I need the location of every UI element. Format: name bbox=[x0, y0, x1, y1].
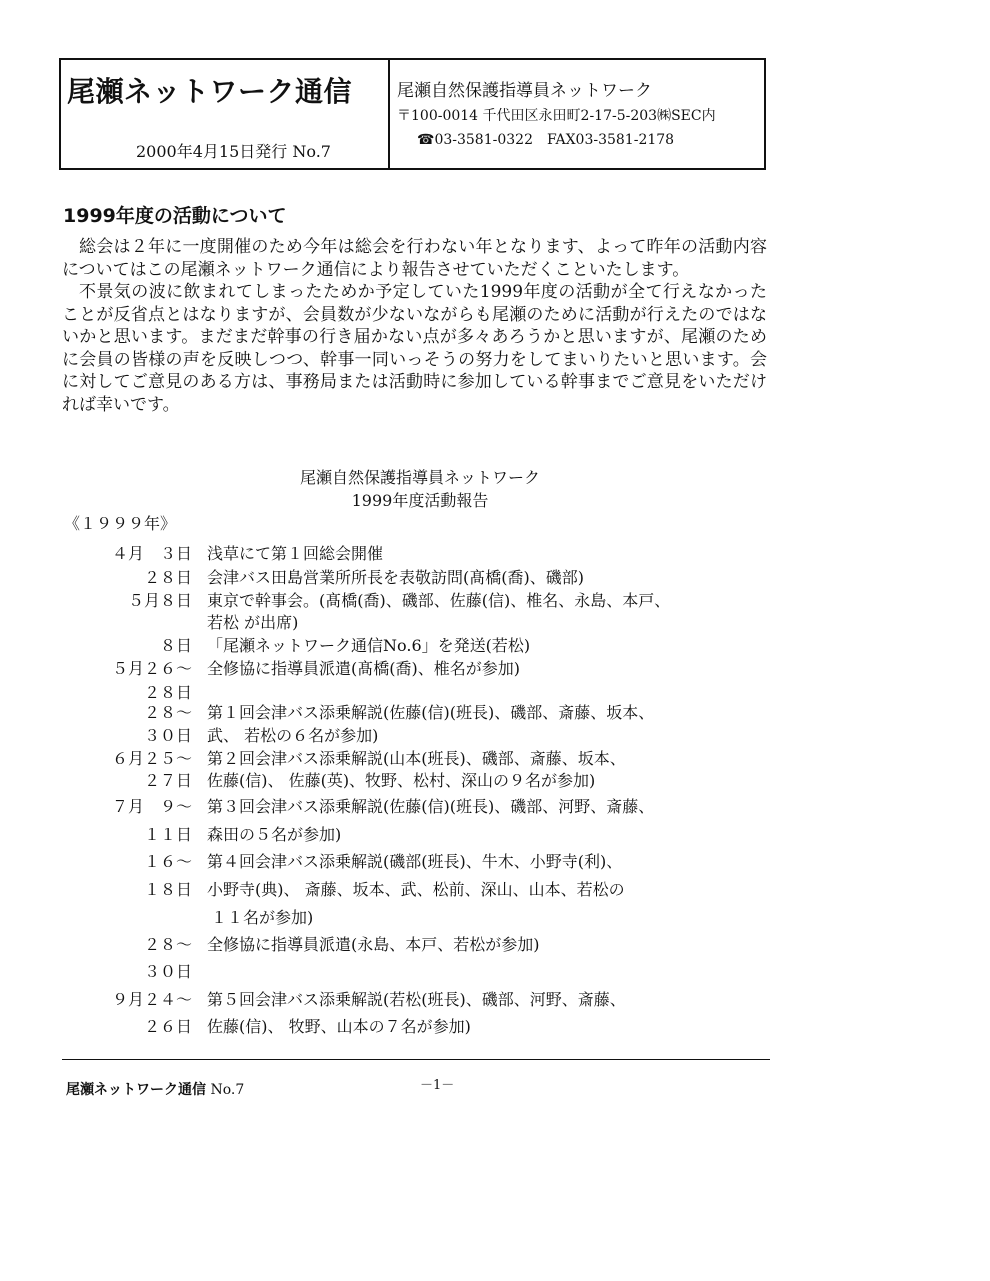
activity-date: ５月２６～ bbox=[111, 659, 192, 678]
activity-description: 第４回会津バス添乗解説(磯部(班長)、牛木、小野寺(利)、 bbox=[207, 852, 623, 871]
activity-description: 第２回会津バス添乗解説(山本(班長)、磯部、斎藤、坂本、 bbox=[207, 749, 626, 768]
section-heading: 1999年度の活動について bbox=[63, 205, 287, 227]
activity-date: ２８～ bbox=[143, 703, 192, 722]
issue-info: 2000年4月15日発行 No.7 bbox=[136, 142, 331, 161]
activity-date: ２６日 bbox=[143, 1017, 192, 1036]
organization-name: 尾瀬自然保護指導員ネットワーク bbox=[397, 81, 652, 101]
activity-date: ４月 ３日 bbox=[111, 544, 192, 563]
footer-issue-number: No.7 bbox=[210, 1082, 245, 1098]
masthead-box bbox=[59, 58, 766, 170]
page-number: －1－ bbox=[420, 1078, 455, 1093]
paragraph-1: 総会は２年に一度開催のため今年は総会を行わない年となります、よって昨年の活動内容についてはこの尾瀬ネットワーク通信により報告させていただくこといたします。 bbox=[62, 237, 767, 280]
activity-description: 第１回会津バス添乗解説(佐藤(信)(班長)、磯部、斎藤、坂本、 bbox=[207, 703, 655, 722]
activity-date: ２７日 bbox=[143, 771, 192, 790]
activity-date: ２８日 bbox=[143, 568, 192, 587]
activity-description: 会津バス田島営業所所長を表敬訪問(髙橋(喬)、磯部) bbox=[207, 568, 584, 587]
activity-description: 佐藤(信)、 牧野、山本の７名が参加) bbox=[207, 1017, 471, 1036]
organization-address: 〒100-0014 千代田区永田町2-17-5-203㈱SEC内 bbox=[397, 108, 716, 124]
activity-date: ８日 bbox=[159, 636, 192, 655]
activity-description: 浅草にて第１回総会開催 bbox=[207, 544, 384, 563]
masthead-divider bbox=[388, 60, 390, 168]
activity-description: 「尾瀬ネットワーク通信No.6」を発送(若松) bbox=[207, 636, 531, 655]
footer-divider bbox=[62, 1059, 770, 1060]
activity-date: ２８日 bbox=[143, 683, 192, 702]
activity-description: 若松 が出席) bbox=[207, 613, 299, 632]
activity-date: ５月８日 bbox=[127, 591, 192, 610]
activity-description: １１名が参加) bbox=[211, 908, 314, 927]
footer-newsletter-name: 尾瀬ネットワーク通信 bbox=[66, 1082, 206, 1098]
activity-date: ６月２５～ bbox=[111, 749, 192, 768]
activity-description: 東京で幹事会。(髙橋(喬)、磯部、佐藤(信)、椎名、永島、本戸、 bbox=[207, 591, 671, 610]
activity-description: 佐藤(信)、 佐藤(英)、牧野、松村、深山の９名が参加) bbox=[207, 771, 596, 790]
activity-description: 第５回会津バス添乗解説(若松(班長)、磯部、河野、斎藤、 bbox=[207, 990, 626, 1009]
activity-description: 森田の５名が参加) bbox=[207, 825, 342, 844]
paragraph-2: 不景気の波に飲まれてしまったためか予定していた1999年度の活動が全て行えなかったことが反省点とはなりますが、会員数が少ないながらも尾瀬のために活動が行えたのではないかと思います。まだまだ幹事の行き届かない点が多々あろうかと思いますが、尾瀬のために会員の皆様の声を反映しつつ、幹事一同いっそうの努力をしてまいりたいと思います。会に対してご意見のある方は、事務局または活動時に参加している幹事までご意見をいただければ幸いです。 bbox=[62, 282, 767, 415]
activity-description: 全修協に指導員派遣(髙橋(喬)、椎名が参加) bbox=[207, 659, 520, 678]
activity-description: 全修協に指導員派遣(永島、本戸、若松が参加) bbox=[207, 935, 540, 954]
activity-description: 武、 若松の６名が参加) bbox=[207, 726, 379, 745]
activity-date: ９月２４～ bbox=[111, 990, 192, 1009]
report-organization: 尾瀬自然保護指導員ネットワーク bbox=[299, 468, 540, 487]
activity-date: ７月 ９～ bbox=[111, 797, 192, 816]
footer-title bbox=[66, 1079, 244, 1099]
report-title: 1999年度活動報告 bbox=[351, 491, 489, 510]
activity-date: １８日 bbox=[143, 880, 192, 899]
activity-date: １６～ bbox=[143, 852, 192, 871]
activity-date: ２８～ bbox=[143, 935, 192, 954]
section-body bbox=[62, 236, 767, 416]
report-year-label: 《１９９９年》 bbox=[64, 514, 177, 533]
activity-date: ３０日 bbox=[143, 962, 192, 981]
activity-description: 第３回会津バス添乗解説(佐藤(信)(班長)、磯部、河野、斎藤、 bbox=[207, 797, 655, 816]
activity-date: １１日 bbox=[143, 825, 192, 844]
activity-date: ３０日 bbox=[143, 726, 192, 745]
organization-phone: ☎03-3581-0322 FAX03-3581-2178 bbox=[417, 132, 675, 148]
newsletter-title: 尾瀬ネットワーク通信 bbox=[67, 75, 353, 108]
activity-description: 小野寺(典)、 斎藤、坂本、武、松前、深山、山本、若松の bbox=[207, 880, 625, 899]
